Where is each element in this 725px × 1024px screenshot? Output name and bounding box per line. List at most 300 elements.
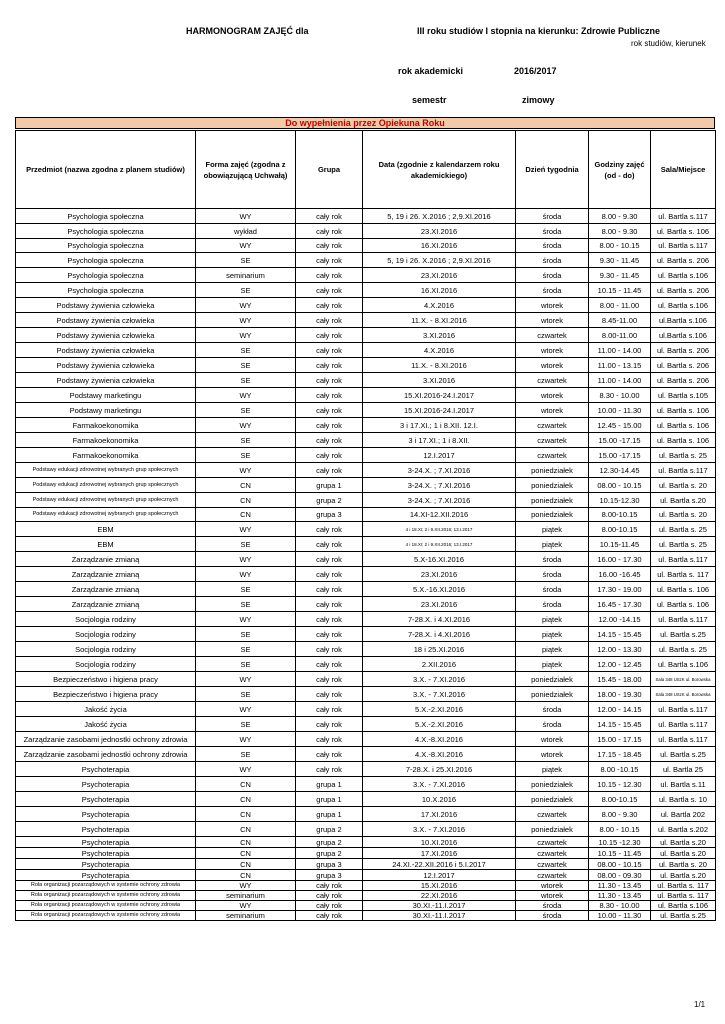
cell-room: ul. Bartla s.25	[651, 627, 716, 642]
cell-subject: Jakość życia	[16, 702, 196, 717]
cell-day: poniedziałek	[516, 493, 589, 508]
table-row	[16, 762, 716, 777]
cell-group: cały rok	[296, 433, 363, 448]
cell-form: WY	[196, 702, 296, 717]
table-row	[16, 463, 716, 478]
cell-subject: Psychologia społeczna	[16, 209, 196, 224]
cell-date: 15.XI.2016	[363, 881, 516, 891]
cell-day: poniedziałek	[516, 822, 589, 837]
academic-year-value: 2016/2017	[514, 66, 557, 76]
cell-hours: 11.00 - 14.00	[589, 343, 651, 358]
cell-hours: 15.00 -17.15	[589, 433, 651, 448]
cell-room: ul. Bartla s.20	[651, 837, 716, 848]
cell-subject: Farmakoekonomika	[16, 448, 196, 463]
cell-subject: Podstawy żywienia człowieka	[16, 298, 196, 313]
cell-date: 2.XII.2016	[363, 657, 516, 672]
table-row	[16, 403, 716, 418]
cell-day: wtorek	[516, 388, 589, 403]
cell-day: piątek	[516, 522, 589, 537]
cell-date: 5.X.-2.XI.2016	[363, 717, 516, 732]
cell-subject: Socjologia rodziny	[16, 642, 196, 657]
cell-hours: 16.45 - 17.30	[589, 597, 651, 612]
table-row	[16, 224, 716, 239]
cell-room: ul. Bartla s.105	[651, 388, 716, 403]
cell-room: ul. Bartla s. 206	[651, 358, 716, 373]
cell-day: środa	[516, 224, 589, 239]
fill-in-banner: Do wypełnienia przez Opiekuna Roku	[15, 117, 715, 129]
cell-day: piątek	[516, 537, 589, 552]
cell-day: środa	[516, 567, 589, 582]
cell-form: SE	[196, 448, 296, 463]
table-row	[16, 911, 716, 921]
cell-form: SE	[196, 657, 296, 672]
cell-room: ul. Bartla s. 106	[651, 403, 716, 418]
cell-subject: Zarządzanie zasobami jednostki ochrony zdrowia	[16, 747, 196, 762]
column-header: Przedmiot (nazwa zgodna z planem studiów)	[16, 131, 196, 209]
cell-form: CN	[196, 822, 296, 837]
cell-date: 24.XI.-22.XII.2016 i 5.I.2017	[363, 859, 516, 870]
cell-group: cały rok	[296, 612, 363, 627]
cell-group: cały rok	[296, 537, 363, 552]
cell-date: 10.X.2016	[363, 792, 516, 807]
cell-form: WY	[196, 732, 296, 747]
cell-room: ul. Bartla s. 25	[651, 642, 716, 657]
cell-date: 3.XI.2016	[363, 373, 516, 388]
cell-group: cały rok	[296, 597, 363, 612]
cell-group: grupa 1	[296, 792, 363, 807]
cell-group: cały rok	[296, 891, 363, 901]
cell-group: cały rok	[296, 209, 363, 224]
cell-group: cały rok	[296, 522, 363, 537]
cell-form: CN	[196, 859, 296, 870]
cell-date: 23.XI.2016	[363, 224, 516, 239]
column-header: Grupa	[296, 131, 363, 209]
cell-group: cały rok	[296, 687, 363, 702]
cell-form: SE	[196, 433, 296, 448]
table-row	[16, 702, 716, 717]
cell-day: poniedziałek	[516, 672, 589, 687]
cell-room: ul. Bartla s.20	[651, 870, 716, 881]
table-row	[16, 732, 716, 747]
cell-subject: Podstawy żywienia człowieka	[16, 373, 196, 388]
cell-date: 16.XI.2016	[363, 283, 516, 298]
cell-date: 4.X.-8.XI.2016	[363, 747, 516, 762]
cell-group: cały rok	[296, 463, 363, 478]
cell-subject: Bezpieczeństwo i higiena pracy	[16, 687, 196, 702]
table-row	[16, 717, 716, 732]
cell-hours: 15.45 - 18.00	[589, 672, 651, 687]
cell-day: poniedziałek	[516, 463, 589, 478]
cell-day: wtorek	[516, 343, 589, 358]
cell-day: środa	[516, 597, 589, 612]
table-row	[16, 627, 716, 642]
cell-hours: 12.00 - 14.15	[589, 702, 651, 717]
cell-date: 10.XI.2016	[363, 837, 516, 848]
academic-year-label: rok akademicki	[398, 66, 464, 76]
cell-date: 3 i 17.XI.; 1 i 8.XII. 12.I.	[363, 418, 516, 433]
cell-hours: 9.30 - 11.45	[589, 253, 651, 268]
table-row	[16, 792, 716, 807]
cell-subject: Psychoterapia	[16, 807, 196, 822]
cell-hours: 8.00-10.15	[589, 508, 651, 522]
cell-form: WY	[196, 762, 296, 777]
cell-subject: Zarządzanie zmianą	[16, 567, 196, 582]
cell-day: czwartek	[516, 807, 589, 822]
cell-room: ul. Bartla s.117	[651, 463, 716, 478]
cell-hours: 11.30 - 13.45	[589, 881, 651, 891]
cell-date: 22.XI.2016	[363, 891, 516, 901]
table-row	[16, 522, 716, 537]
cell-day: poniedziałek	[516, 508, 589, 522]
cell-room: ul. Bartla s. 20	[651, 478, 716, 493]
table-row	[16, 433, 716, 448]
cell-group: cały rok	[296, 627, 363, 642]
cell-subject: Podstawy edukacji zdrowotnej wybranych grup społecznych	[16, 478, 196, 493]
table-row	[16, 612, 716, 627]
cell-form: WY	[196, 881, 296, 891]
table-row	[16, 859, 716, 870]
cell-day: czwartek	[516, 328, 589, 343]
cell-hours: 18.00 - 19.30	[589, 687, 651, 702]
table-row	[16, 822, 716, 837]
cell-date: 3-24.X. ; 7.XI.2016	[363, 493, 516, 508]
cell-room: ul.Bartla s.106	[651, 328, 716, 343]
cell-subject: Podstawy edukacji zdrowotnej wybranych grup społecznych	[16, 508, 196, 522]
cell-day: poniedziałek	[516, 792, 589, 807]
cell-date: 17.XI.2016	[363, 848, 516, 859]
cell-form: WY	[196, 672, 296, 687]
table-row	[16, 478, 716, 493]
cell-group: cały rok	[296, 358, 363, 373]
cell-room: ul. Bartla s.202	[651, 822, 716, 837]
cell-date: 3.X. - 7.XI.2016	[363, 672, 516, 687]
cell-group: cały rok	[296, 672, 363, 687]
cell-day: wtorek	[516, 298, 589, 313]
cell-hours: 10.15-12.30	[589, 493, 651, 508]
cell-date: 4.X.-8.XI.2016	[363, 732, 516, 747]
cell-date: 17.XI.2016	[363, 807, 516, 822]
cell-day: środa	[516, 253, 589, 268]
cell-day: wtorek	[516, 881, 589, 891]
cell-room: ul. Bartla s. 206	[651, 373, 716, 388]
table-row	[16, 283, 716, 298]
cell-form: WY	[196, 418, 296, 433]
cell-room: ul. Bartla s.117	[651, 239, 716, 253]
cell-form: SE	[196, 283, 296, 298]
table-row	[16, 807, 716, 822]
cell-hours: 8.00-10.15	[589, 792, 651, 807]
table-row	[16, 388, 716, 403]
cell-form: WY	[196, 463, 296, 478]
cell-day: czwartek	[516, 433, 589, 448]
cell-subject: Psychoterapia	[16, 859, 196, 870]
cell-room: ul. Bartla s. 206	[651, 343, 716, 358]
cell-date: 30.XI.-11.I.2017	[363, 911, 516, 921]
cell-form: WY	[196, 901, 296, 911]
cell-hours: 8.30 - 10.00	[589, 388, 651, 403]
cell-day: czwartek	[516, 870, 589, 881]
cell-hours: 8.00 - 11.00	[589, 298, 651, 313]
cell-hours: 10.15 - 11.45	[589, 283, 651, 298]
cell-subject: Psychoterapia	[16, 837, 196, 848]
table-row	[16, 672, 716, 687]
cell-date: 3.X. - 7.XI.2016	[363, 687, 516, 702]
cell-date: 7-28.X. i 4.XI.2016	[363, 612, 516, 627]
cell-form: WY	[196, 209, 296, 224]
cell-day: środa	[516, 209, 589, 224]
cell-hours: 14.15 - 15.45	[589, 717, 651, 732]
cell-group: cały rok	[296, 448, 363, 463]
table-row	[16, 268, 716, 283]
table-row	[16, 373, 716, 388]
column-header: Godziny zajęć (od - do)	[589, 131, 651, 209]
cell-subject: Psychologia społeczna	[16, 253, 196, 268]
cell-group: cały rok	[296, 373, 363, 388]
cell-subject: Jakość życia	[16, 717, 196, 732]
cell-day: piątek	[516, 642, 589, 657]
cell-group: grupa 1	[296, 807, 363, 822]
cell-subject: Rola organizacji pozarządowych w systemie ochrony zdrowia	[16, 901, 196, 911]
cell-date: 4.X.2016	[363, 343, 516, 358]
cell-date: 4 i 18.XI; 2 i 9.XII.2016; 13.I.2017	[363, 537, 516, 552]
cell-subject: Rola organizacji pozarządowych w systemie ochrony zdrowia	[16, 881, 196, 891]
cell-form: CN	[196, 807, 296, 822]
cell-subject: Psychologia społeczna	[16, 224, 196, 239]
cell-room: ul. Bartla s.117	[651, 552, 716, 567]
cell-room: ul. Bartla s.117	[651, 732, 716, 747]
cell-form: WY	[196, 522, 296, 537]
cell-hours: 8.00 - 9.30	[589, 224, 651, 239]
cell-room: ul. Bartla s. 106	[651, 597, 716, 612]
cell-form: SE	[196, 582, 296, 597]
cell-room: ul. Bartla s. 25	[651, 537, 716, 552]
cell-group: cały rok	[296, 732, 363, 747]
cell-date: 18 i 25.XI.2016	[363, 642, 516, 657]
cell-hours: 11.00 - 14.00	[589, 373, 651, 388]
cell-room: ul. Bartla s. 117	[651, 567, 716, 582]
table-row	[16, 298, 716, 313]
cell-subject: Podstawy edukacji zdrowotnej wybranych grup społecznych	[16, 463, 196, 478]
cell-group: grupa 3	[296, 870, 363, 881]
cell-form: SE	[196, 597, 296, 612]
cell-subject: Zarządzanie zmianą	[16, 597, 196, 612]
cell-hours: 08.00 - 09.30	[589, 870, 651, 881]
table-row	[16, 552, 716, 567]
cell-day: środa	[516, 552, 589, 567]
cell-room: ul. Bartla s. 20	[651, 859, 716, 870]
cell-subject: Zarządzanie zmianą	[16, 552, 196, 567]
cell-day: wtorek	[516, 313, 589, 328]
cell-hours: 8.00 - 10.15	[589, 239, 651, 253]
cell-hours: 15.00 - 17.15	[589, 732, 651, 747]
cell-date: 4.X.2016	[363, 298, 516, 313]
table-row	[16, 891, 716, 901]
cell-form: SE	[196, 373, 296, 388]
cell-day: wtorek	[516, 403, 589, 418]
cell-group: cały rok	[296, 582, 363, 597]
cell-hours: 8.00 - 10.15	[589, 822, 651, 837]
cell-subject: Psychoterapia	[16, 777, 196, 792]
cell-subject: Psychologia społeczna	[16, 283, 196, 298]
cell-day: piątek	[516, 657, 589, 672]
cell-hours: 12.45 - 15.00	[589, 418, 651, 433]
cell-hours: 12.30-14.45	[589, 463, 651, 478]
cell-hours: 15.00 -17.15	[589, 448, 651, 463]
cell-day: czwartek	[516, 373, 589, 388]
cell-group: cały rok	[296, 388, 363, 403]
cell-hours: 10.00 - 11.30	[589, 911, 651, 921]
cell-subject: Podstawy marketingu	[16, 403, 196, 418]
cell-hours: 10.15 - 11.45	[589, 848, 651, 859]
cell-hours: 12.00 - 13.30	[589, 642, 651, 657]
table-row	[16, 848, 716, 859]
cell-day: poniedziałek	[516, 687, 589, 702]
cell-day: piątek	[516, 612, 589, 627]
semester-value: zimowy	[522, 95, 555, 105]
table-row	[16, 358, 716, 373]
cell-day: czwartek	[516, 859, 589, 870]
cell-group: cały rok	[296, 702, 363, 717]
cell-day: środa	[516, 268, 589, 283]
table-row	[16, 418, 716, 433]
cell-hours: 10.00 - 11.30	[589, 403, 651, 418]
cell-day: piątek	[516, 762, 589, 777]
cell-room: ul. Bartla 202	[651, 807, 716, 822]
cell-group: cały rok	[296, 224, 363, 239]
cell-form: SE	[196, 343, 296, 358]
cell-room: ul. Bartla s.117	[651, 209, 716, 224]
cell-group: cały rok	[296, 552, 363, 567]
cell-room: ul.Bartla s.106	[651, 313, 716, 328]
cell-date: 30.XI.-11.I.2017	[363, 901, 516, 911]
table-row	[16, 239, 716, 253]
cell-group: cały rok	[296, 239, 363, 253]
cell-hours: 8.00 - 9.30	[589, 209, 651, 224]
cell-subject: Podstawy edukacji zdrowotnej wybranych grup społecznych	[16, 493, 196, 508]
cell-form: CN	[196, 777, 296, 792]
cell-subject: Podstawy marketingu	[16, 388, 196, 403]
cell-group: cały rok	[296, 881, 363, 891]
cell-subject: Psychologia społeczna	[16, 268, 196, 283]
cell-form: WY	[196, 388, 296, 403]
cell-room: ul. Bartla s. 25	[651, 448, 716, 463]
cell-form: seminarium	[196, 891, 296, 901]
cell-hours: 14.15 - 15.45	[589, 627, 651, 642]
cell-group: cały rok	[296, 403, 363, 418]
cell-room: ul. Bartla s.106	[651, 657, 716, 672]
cell-group: cały rok	[296, 762, 363, 777]
cell-form: SE	[196, 717, 296, 732]
cell-subject: Psychoterapia	[16, 848, 196, 859]
table-row	[16, 747, 716, 762]
column-header: Forma zajęć (zgodna z obowiązującą Uchwałą)	[196, 131, 296, 209]
cell-day: piątek	[516, 627, 589, 642]
cell-day: wtorek	[516, 358, 589, 373]
cell-subject: EBM	[16, 522, 196, 537]
cell-day: środa	[516, 239, 589, 253]
cell-date: 23.XI.2016	[363, 597, 516, 612]
table-row	[16, 642, 716, 657]
cell-day: wtorek	[516, 891, 589, 901]
cell-subject: Farmakoekonomika	[16, 418, 196, 433]
cell-date: 3 i 17.XI.; 1 i 8.XII.	[363, 433, 516, 448]
cell-room: ul. Bartla s.20	[651, 493, 716, 508]
cell-form: SE	[196, 537, 296, 552]
cell-group: cały rok	[296, 253, 363, 268]
cell-subject: Socjologia rodziny	[16, 627, 196, 642]
cell-room: ul. Bartla s. 117	[651, 881, 716, 891]
table-header-row	[16, 131, 716, 209]
cell-form: WY	[196, 552, 296, 567]
cell-hours: 9.30 - 11.45	[589, 268, 651, 283]
cell-hours: 17.30 - 19.00	[589, 582, 651, 597]
cell-form: CN	[196, 508, 296, 522]
table-row	[16, 253, 716, 268]
cell-group: grupa 2	[296, 822, 363, 837]
cell-hours: 12.00 - 12.45	[589, 657, 651, 672]
cell-group: cały rok	[296, 717, 363, 732]
cell-group: cały rok	[296, 567, 363, 582]
cell-room: ul. Bartla s. 106	[651, 418, 716, 433]
cell-date: 4 i 18.XI; 2 i 9.XII.2016; 13.I.2017	[363, 522, 516, 537]
cell-hours: 11.00 - 13.15	[589, 358, 651, 373]
cell-group: cały rok	[296, 328, 363, 343]
cell-room: ul. Bartla 25	[651, 762, 716, 777]
cell-form: WY	[196, 567, 296, 582]
cell-date: 3.X. - 7.XI.2016	[363, 777, 516, 792]
cell-room: ul. Bartla s.106	[651, 268, 716, 283]
cell-hours: 16.00 -16.45	[589, 567, 651, 582]
cell-room: ul. Bartla s. 206	[651, 253, 716, 268]
cell-room: ul. Bartla s.117	[651, 702, 716, 717]
cell-form: CN	[196, 478, 296, 493]
cell-subject: Podstawy żywienia człowieka	[16, 358, 196, 373]
cell-form: wykład	[196, 224, 296, 239]
cell-form: CN	[196, 792, 296, 807]
cell-form: CN	[196, 493, 296, 508]
cell-day: czwartek	[516, 837, 589, 848]
cell-date: 23.XI.2016	[363, 567, 516, 582]
table-row	[16, 328, 716, 343]
program-title: III roku studiów I stopnia na kierunku: Zdrowie Publiczne	[417, 26, 661, 36]
cell-group: grupa 3	[296, 859, 363, 870]
cell-form: SE	[196, 403, 296, 418]
cell-hours: 10.15 -12.30	[589, 837, 651, 848]
cell-subject: Socjologia rodziny	[16, 612, 196, 627]
cell-form: WY	[196, 612, 296, 627]
cell-room: ul. Bartla s.117	[651, 717, 716, 732]
cell-date: 3.X. - 7.XI.2016	[363, 822, 516, 837]
cell-hours: 12.00 -14.15	[589, 612, 651, 627]
cell-date: 11.X. - 8.XI.2016	[363, 358, 516, 373]
cell-form: SE	[196, 627, 296, 642]
cell-subject: Rola organizacji pozarządowych w systemie ochrony zdrowia	[16, 911, 196, 921]
cell-form: seminarium	[196, 911, 296, 921]
cell-hours: 8.00-11.00	[589, 328, 651, 343]
cell-day: wtorek	[516, 747, 589, 762]
cell-hours: 17.15 - 18.45	[589, 747, 651, 762]
cell-group: grupa 2	[296, 493, 363, 508]
cell-day: poniedziałek	[516, 478, 589, 493]
cell-group: cały rok	[296, 313, 363, 328]
cell-group: cały rok	[296, 283, 363, 298]
cell-subject: Podstawy żywienia człowieka	[16, 313, 196, 328]
cell-room: ul. Bartla s. 10	[651, 792, 716, 807]
cell-group: grupa 2	[296, 837, 363, 848]
cell-subject: Bezpieczeństwo i higiena pracy	[16, 672, 196, 687]
cell-group: grupa 1	[296, 777, 363, 792]
cell-subject: Socjologia rodziny	[16, 657, 196, 672]
